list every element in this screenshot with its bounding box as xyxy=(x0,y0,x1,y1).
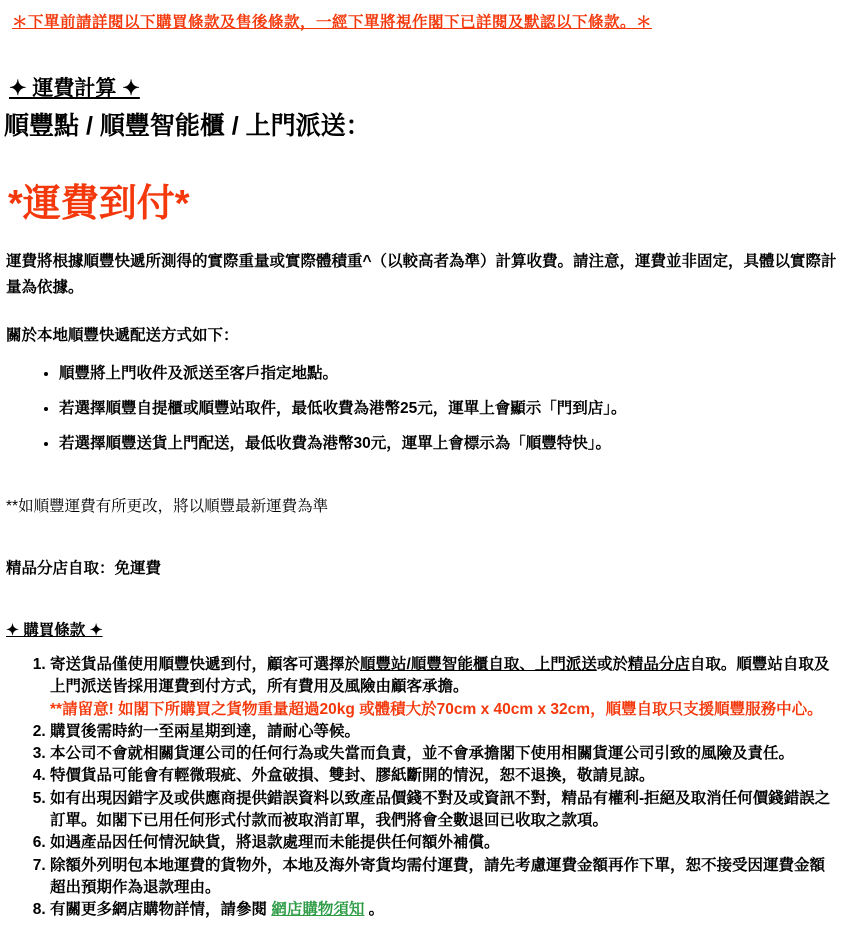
text-segment: 或於 xyxy=(596,656,628,673)
purchase-terms-list xyxy=(4,654,837,922)
terms-item xyxy=(50,855,837,900)
store-pickup-free-shipping: 精品分店自取：免運費 xyxy=(6,560,162,577)
shipping-calculation-heading: ✦ 運費計算 ✦ xyxy=(9,77,140,100)
text-segment: 如有出現因錯字及或供應商提供錯誤資料以致產品價錢不對及或資訊不對，精品有權利-拒絕及取消任何價錢錯誤之訂單。如閣下已用任何形式付款而被取消訂單，我們將會全數退回已收取之款項。 xyxy=(50,789,831,830)
shop-notice-link[interactable]: 網店購物須知 xyxy=(271,901,365,919)
text-segment: 如遇產品因任何情況缺貨，將退款處理而未能提供任何額外補償。 xyxy=(50,834,500,852)
text-segment: 除額外列明包本地運費的貨物外，本地及海外寄貨均需付運費，請先考慮運費金額再作下單，恕不接受因運費金額超出預期作為退款理由。 xyxy=(50,856,826,896)
shipping-fee-intro: 運費將根據順豐快遞所測得的實際重量或實際體積重^（以較高者為準）計算收費。請注意，運費並非固定，具體以實際計量為依據。 xyxy=(6,253,837,296)
delivery-option-item xyxy=(59,398,837,419)
text-segment: 。 xyxy=(364,901,385,919)
terms-item xyxy=(50,765,837,787)
purchase-terms-heading: ✦ 購買條款 ✦ xyxy=(6,622,103,639)
text-segment: 精品分店 xyxy=(627,656,690,673)
delivery-option-item xyxy=(59,433,837,454)
delivery-methods-subheading: 順豐點 / 順豐智能櫃 / 上門派送： xyxy=(4,112,371,140)
top-notice: ＊下單前請詳閱以下購買條款及售後條款，一經下單將視作閣下已詳閱及默認以下條款。＊ xyxy=(12,14,653,31)
terms-item xyxy=(50,788,837,833)
terms-item xyxy=(50,721,837,743)
text-segment: 順豐站/順豐智能櫃自取、上門派送 xyxy=(360,656,597,673)
delivery-options-list xyxy=(4,363,837,454)
text-segment: 購買後需時約一至兩星期到達，請耐心等候。 xyxy=(50,722,361,740)
delivery-option-item xyxy=(59,363,837,384)
sf-fee-update-note: **如順豐運費有所更改，將以順豐最新運費為準 xyxy=(6,498,329,515)
text-segment: **請留意! 如閣下所購買之貨物重量超過20kg 或體積大於70cm x 40cm x 32cm，順豐自取只支援順豐服務中心。 xyxy=(50,700,823,718)
text-segment: 寄送貨品僅使用順豐快遞到付，顧客可選擇於 xyxy=(50,656,361,673)
pay-on-delivery-highlight: *運費到付* xyxy=(8,183,190,225)
text-segment: 本公司不會就相關貨運公司的任何行為或失當而負責，並不會承擔閣下使用相關貨運公司引致的風險及責任。 xyxy=(50,745,795,763)
text-segment: 有關更多網店購物詳情，請參閱 xyxy=(50,901,272,919)
text-segment: 若選擇順豐送貨上門配送，最低收費為港幣30元，運單上會標示為「順豐特快」。 xyxy=(59,435,611,452)
terms-item xyxy=(50,654,837,721)
terms-item xyxy=(50,743,837,765)
text-segment: 順豐將上門收件及派送至客戶指定地點。 xyxy=(59,365,339,382)
text-segment: 特價貨品可能會有輕微瑕疵、外盒破損、雙封、膠紙斷開的情況，恕不退換，敬請見諒。 xyxy=(50,767,655,785)
text-segment: 若選擇順豐自提櫃或順豐站取件，最低收費為港幣25元，運單上會顯示「門到店」。 xyxy=(59,400,627,417)
local-delivery-intro: 關於本地順豐快遞配送方式如下： xyxy=(6,327,239,344)
text-segment: 自取。順豐站自取及上門派送皆採用運費到付方式，所有費用及風險由顧客承擔。 xyxy=(50,656,830,696)
terms-item xyxy=(50,832,837,854)
terms-item xyxy=(50,899,837,921)
